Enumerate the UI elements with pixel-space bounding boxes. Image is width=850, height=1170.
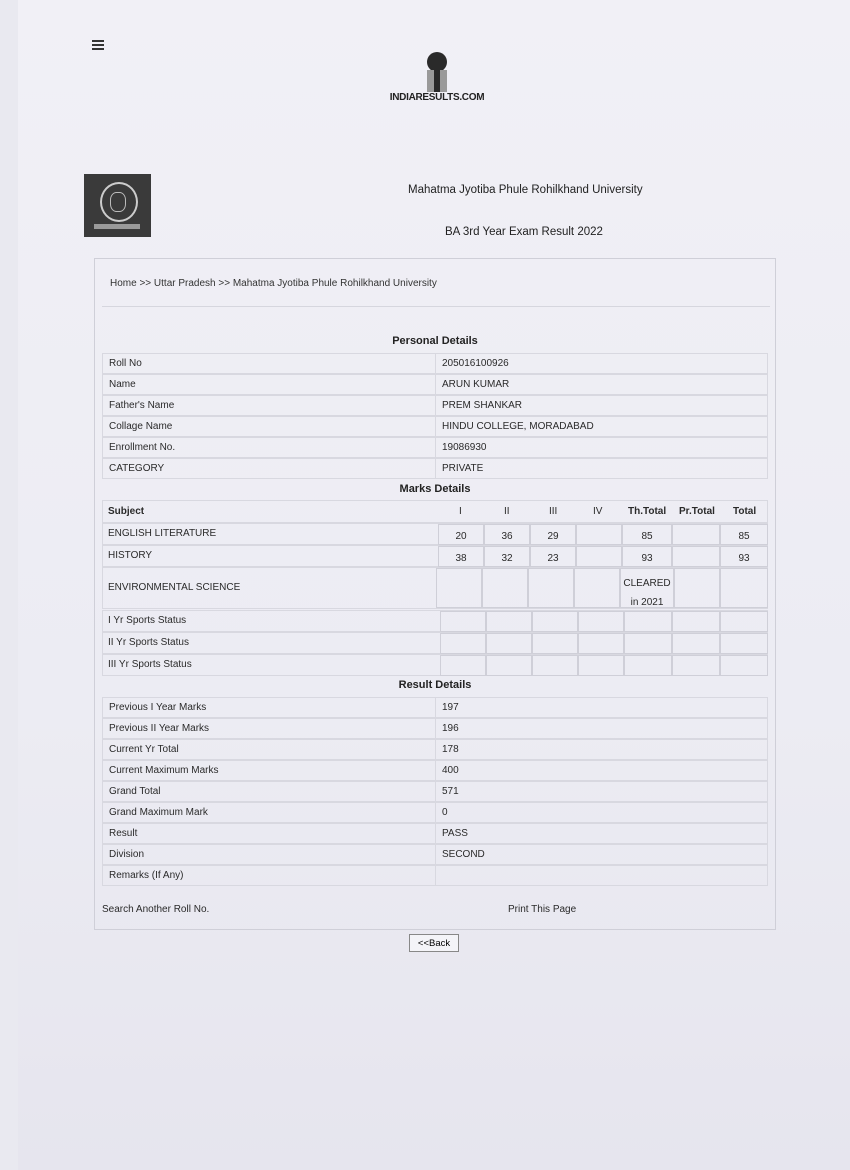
row-label: Current Yr Total — [109, 744, 179, 755]
university-name: Mahatma Jyotiba Phule Rohilkhand University — [408, 184, 643, 196]
row-value: 178 — [442, 744, 459, 755]
mark-cell: 32 — [484, 546, 530, 567]
row-value: 205016100926 — [442, 358, 509, 369]
result-row — [102, 697, 768, 718]
env-status-cell — [620, 568, 674, 608]
result-row — [102, 760, 768, 781]
mark-cell — [440, 655, 486, 676]
site-name: INDIARESULTS.COM — [389, 92, 485, 103]
row-label: Current Maximum Marks — [109, 765, 219, 776]
row-value: PASS — [442, 828, 468, 839]
mark-cell: 20 — [438, 524, 484, 545]
result-row — [102, 865, 768, 886]
sports-label: III Yr Sports Status — [108, 659, 192, 670]
mark-cell — [532, 611, 578, 632]
row-value: ARUN KUMAR — [442, 379, 510, 390]
env-status: CLEARED — [623, 578, 671, 589]
row-label: CATEGORY — [109, 463, 165, 474]
col-header-th-total: Th.Total — [628, 506, 667, 517]
mark-cell — [532, 633, 578, 654]
row-label: Remarks (If Any) — [109, 870, 184, 881]
mark-cell — [578, 633, 624, 654]
personal-row — [102, 374, 768, 395]
col-header-subject: Subject — [108, 506, 145, 517]
mark-cell — [486, 611, 532, 632]
mark-cell — [624, 633, 672, 654]
personal-row — [102, 395, 768, 416]
mark-cell — [674, 568, 720, 608]
mark-cell — [672, 611, 720, 632]
mark-cell — [672, 655, 720, 676]
col-header-ii: II — [504, 506, 510, 517]
mark-cell — [578, 611, 624, 632]
personal-row — [102, 458, 768, 479]
sports-label: I Yr Sports Status — [108, 615, 187, 626]
print-page-link[interactable]: Print This Page — [508, 904, 577, 915]
mark-cell — [486, 633, 532, 654]
mark-cell: 23 — [530, 546, 576, 567]
subject-name: ENGLISH LITERATURE — [108, 528, 217, 539]
subject-name: HISTORY — [108, 550, 153, 561]
col-header-i: I — [459, 506, 462, 517]
row-value: 400 — [442, 765, 459, 776]
result-row — [102, 739, 768, 760]
search-another-link[interactable]: Search Another Roll No. — [102, 904, 210, 915]
mark-cell — [720, 655, 768, 676]
mark-cell — [720, 633, 768, 654]
row-label: Grand Maximum Mark — [109, 807, 208, 818]
mark-cell — [576, 524, 622, 545]
col-header-total: Total — [733, 506, 757, 517]
mark-cell — [532, 655, 578, 676]
mark-cell: 85 — [720, 524, 768, 545]
personal-row — [102, 416, 768, 437]
university-crest — [84, 174, 151, 237]
mark-cell: 93 — [622, 546, 672, 567]
row-label: Father's Name — [109, 400, 175, 411]
mark-cell — [720, 611, 768, 632]
row-label: Result — [109, 828, 138, 839]
mark-cell — [574, 568, 620, 608]
result-row — [102, 781, 768, 802]
row-label: Previous II Year Marks — [109, 723, 210, 734]
col-header-iii: III — [549, 506, 558, 517]
row-value: 197 — [442, 702, 459, 713]
row-label: Enrollment No. — [109, 442, 176, 453]
mark-cell — [436, 568, 482, 608]
mark-cell — [720, 568, 768, 608]
row-label: Grand Total — [109, 786, 161, 797]
divider — [102, 306, 770, 307]
marks-details-title: Marks Details — [399, 483, 471, 495]
personal-row — [102, 353, 768, 374]
mark-cell — [578, 655, 624, 676]
row-value: HINDU COLLEGE, MORADABAD — [442, 421, 594, 432]
mark-cell — [482, 568, 528, 608]
menu-icon[interactable] — [92, 40, 104, 52]
row-value: 196 — [442, 723, 459, 734]
result-row — [102, 844, 768, 865]
mark-cell — [528, 568, 574, 608]
mark-cell: 85 — [622, 524, 672, 545]
row-value: 571 — [442, 786, 459, 797]
mark-cell — [672, 524, 720, 545]
mark-cell: 29 — [530, 524, 576, 545]
mark-cell — [672, 633, 720, 654]
row-value: PRIVATE — [442, 463, 484, 474]
row-value: PREM SHANKAR — [442, 400, 523, 411]
mark-cell: 93 — [720, 546, 768, 567]
mark-cell: 36 — [484, 524, 530, 545]
result-row — [102, 718, 768, 739]
row-value: 19086930 — [442, 442, 487, 453]
col-header-pr-total: Pr.Total — [679, 506, 715, 517]
mark-cell — [624, 611, 672, 632]
breadcrumb[interactable]: Home >> Uttar Pradesh >> Mahatma Jyotiba Phule Rohilkhand University — [110, 278, 437, 289]
marks-header-row — [102, 500, 768, 523]
row-label: Division — [109, 849, 145, 860]
row-value: 0 — [442, 807, 448, 818]
result-row — [102, 802, 768, 823]
result-row — [102, 823, 768, 844]
col-header-iv: IV — [593, 506, 603, 517]
site-logo[interactable] — [382, 52, 492, 112]
row-value: SECOND — [442, 849, 485, 860]
mark-cell — [672, 546, 720, 567]
sports-label: II Yr Sports Status — [108, 637, 189, 648]
row-label: Collage Name — [109, 421, 173, 432]
mark-cell — [440, 633, 486, 654]
logo-mark-icon — [420, 52, 454, 94]
exam-title: BA 3rd Year Exam Result 2022 — [445, 226, 603, 238]
mark-cell — [576, 546, 622, 567]
personal-details-title: Personal Details — [392, 335, 478, 347]
result-details-title: Result Details — [398, 679, 472, 691]
mark-cell — [624, 655, 672, 676]
mark-cell — [440, 611, 486, 632]
env-status-year: in 2021 — [630, 597, 664, 608]
subject-name: ENVIRONMENTAL SCIENCE — [108, 582, 241, 593]
row-label: Previous I Year Marks — [109, 702, 207, 713]
row-label: Roll No — [109, 358, 142, 369]
back-button[interactable]: <<Back — [409, 934, 459, 952]
personal-row — [102, 437, 768, 458]
mark-cell: 38 — [438, 546, 484, 567]
mark-cell — [486, 655, 532, 676]
row-label: Name — [109, 379, 136, 390]
